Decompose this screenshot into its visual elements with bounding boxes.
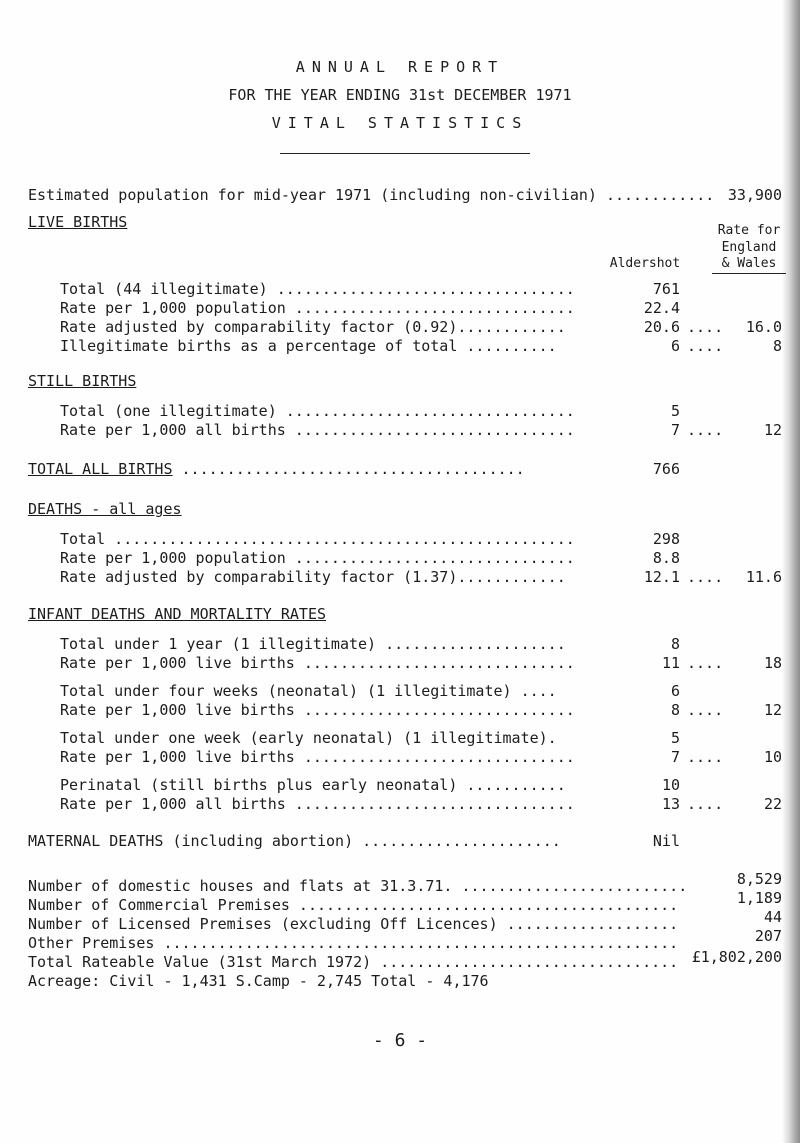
table-row-rate: 11.6	[745, 568, 782, 586]
acreage-line: Acreage: Civil - 1,431 S.Camp - 2,745 Total - 4,176	[28, 972, 489, 990]
table-row-label: Rate per 1,000 live births ..............................	[60, 701, 575, 719]
total-all-births-heading: TOTAL ALL BIRTHS	[28, 460, 173, 478]
table-row-value: 20.6	[643, 318, 680, 336]
aldershot-header: Aldershot	[609, 256, 681, 271]
premises-label: Total Rateable Value (31st March 1972) .................................	[28, 953, 679, 971]
table-row-value: 8.8	[652, 549, 680, 567]
deaths-heading: DEATHS - all ages	[28, 500, 182, 518]
table-row-label: Total under 1 year (1 illegitimate) ....................	[60, 635, 566, 653]
premises-value: 44	[763, 908, 782, 926]
table-row-value: 7	[670, 748, 680, 766]
table-row-label: Perinatal (still births plus early neonatal) ...........	[60, 776, 566, 794]
table-row-value: 6	[670, 682, 680, 700]
table-row-value: 13	[661, 795, 680, 813]
table-row-dots: ....	[687, 421, 724, 439]
header-divider	[280, 153, 530, 154]
table-row-label: Rate per 1,000 all births ...............................	[60, 421, 575, 439]
rate-header-underline	[712, 273, 786, 274]
maternal-deaths-value: Nil	[652, 832, 680, 850]
table-row-dots: ....	[687, 318, 724, 336]
table-row-value: 11	[661, 654, 680, 672]
table-row-dots: ....	[687, 701, 724, 719]
section-title: VITAL STATISTICS	[271, 114, 529, 132]
premises-value: 207	[754, 927, 782, 945]
report-subtitle: FOR THE YEAR ENDING 31st DECEMBER 1971	[228, 86, 572, 104]
table-row-label: Rate adjusted by comparability factor (0.92)............	[60, 318, 566, 336]
scanned-page-edge	[782, 0, 800, 1143]
table-row-label: Rate per 1,000 population ...............................	[60, 549, 575, 567]
maternal-deaths-label: MATERNAL DEATHS (including abortion) ......................	[28, 832, 561, 850]
table-row-dots: ....	[687, 654, 724, 672]
table-row-label: Rate adjusted by comparability factor (1.37)............	[60, 568, 566, 586]
table-row-label: Rate per 1,000 live births ..............................	[60, 748, 575, 766]
premises-value: 8,529	[736, 870, 782, 888]
table-row-rate: 8	[772, 337, 782, 355]
infant-deaths-heading: INFANT DEATHS AND MORTALITY RATES	[28, 605, 327, 623]
premises-label: Number of Licensed Premises (excluding Off Licences) ...................	[28, 915, 679, 933]
population-label: Estimated population for mid-year 1971 (including non-civilian) ............	[28, 186, 715, 204]
table-row-label: Total under four weeks (neonatal) (1 illegitimate) ....	[60, 682, 557, 700]
report-title: ANNUAL REPORT	[295, 58, 505, 76]
table-row-rate: 10	[763, 748, 782, 766]
table-row-value: 298	[652, 530, 680, 548]
rate-header-line3: & Wales	[721, 256, 777, 271]
table-row-value: 7	[670, 421, 680, 439]
population-value: 33,900	[727, 186, 782, 204]
table-row-dots: ....	[687, 568, 724, 586]
table-row-rate: 18	[763, 654, 782, 672]
table-row-value: 5	[670, 729, 680, 747]
premises-label: Other Premises .........................................................	[28, 934, 679, 952]
table-row-label: Rate per 1,000 live births ..............................	[60, 654, 575, 672]
table-row-label: Illegitimate births as a percentage of total ..........	[60, 337, 557, 355]
table-row-value: 5	[670, 402, 680, 420]
table-row-label: Total (44 illegitimate) .................................	[60, 280, 575, 298]
page-number: - 6 -	[372, 1030, 428, 1051]
table-row-value: 12.1	[643, 568, 680, 586]
table-row-rate: 16.0	[745, 318, 782, 336]
premises-value: 1,189	[736, 889, 782, 907]
table-row-value: 761	[652, 280, 680, 298]
table-row-rate: 12	[763, 421, 782, 439]
total-all-births-dots: ......................................	[181, 460, 525, 478]
rate-header-line1: Rate for	[717, 223, 781, 238]
table-row-rate: 12	[763, 701, 782, 719]
table-row-value: 6	[670, 337, 680, 355]
table-row-label: Total ...................................................	[60, 530, 575, 548]
table-row-label: Total under one week (early neonatal) (1 illegitimate).	[60, 729, 557, 747]
table-row-value: 10	[661, 776, 680, 794]
table-row-value: 8	[670, 701, 680, 719]
premises-label: Number of domestic houses and flats at 31.3.71. .........................	[28, 877, 688, 895]
table-row-value: 22.4	[643, 299, 680, 317]
table-row-label: Total (one illegitimate) ................................	[60, 402, 575, 420]
premises-value: £1,802,200	[691, 948, 782, 966]
rate-header-line2: England	[721, 240, 777, 255]
table-row-rate: 22	[763, 795, 782, 813]
live-births-heading: LIVE BIRTHS	[28, 213, 128, 231]
total-all-births-value: 766	[652, 460, 680, 478]
table-row-value: 8	[670, 635, 680, 653]
premises-label: Number of Commercial Premises ..........................................	[28, 896, 679, 914]
table-row-label: Rate per 1,000 all births ...............................	[60, 795, 575, 813]
total-all-births-label	[28, 460, 525, 478]
table-row-dots: ....	[687, 795, 724, 813]
table-row-dots: ....	[687, 748, 724, 766]
still-births-heading: STILL BIRTHS	[28, 372, 137, 390]
table-row-dots: ....	[687, 337, 724, 355]
table-row-label: Rate per 1,000 population ...............................	[60, 299, 575, 317]
